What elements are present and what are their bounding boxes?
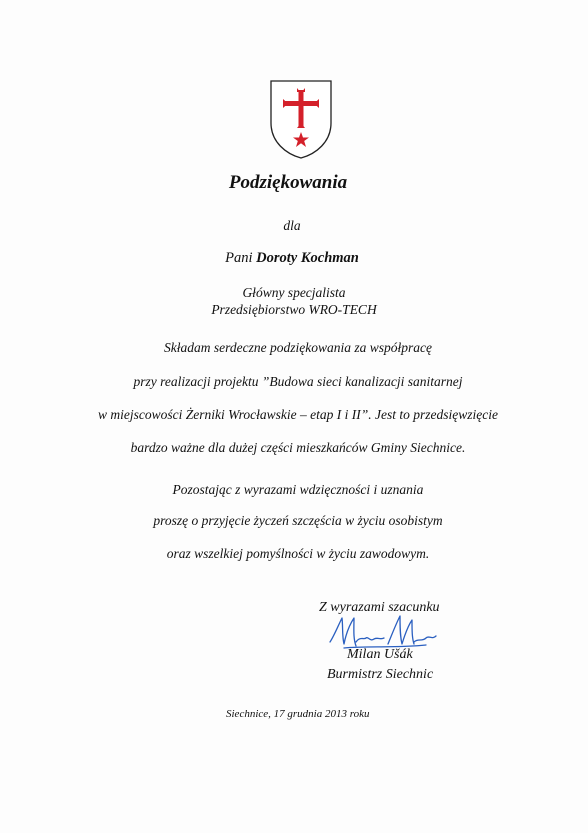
closing-phrase: Z wyrazami szacunku: [319, 600, 440, 615]
body-line-3: w miejscowości Żerniki Wrocławskie – etap I i II”. Jest to przedsięwzięcie: [98, 407, 498, 422]
recipient-company: Przedsiębiorstwo WRO-TECH: [211, 302, 377, 317]
document-title: Podziękowania: [228, 172, 348, 193]
signer-name: Milan Ušák: [347, 647, 413, 662]
recipient-prefix: Pani: [225, 250, 253, 266]
signer-title: Burmistrz Siechnic: [327, 667, 434, 682]
coat-of-arms-icon: [268, 78, 334, 160]
body-line-7: oraz wszelkiej pomyślności w życiu zawodowym.: [166, 546, 430, 561]
place-and-date: Siechnice, 17 grudnia 2013 roku: [226, 708, 370, 720]
body-line-4: bardzo ważne dla dużej części mieszkańców Gminy Siechnice.: [130, 440, 466, 455]
recipient-position: Główny specjalista: [242, 285, 346, 300]
body-line-5: Pozostając z wyrazami wdzięczności i uznania: [172, 482, 424, 497]
recipient-name: Doroty Kochman: [256, 250, 359, 266]
recipient: [0, 250, 586, 267]
for-word: dla: [283, 218, 301, 233]
body-line-1: Składam serdeczne podziękowania za współpracę: [164, 340, 432, 355]
body-line-6: proszę o przyjęcie życzeń szczęścia w życiu osobistym: [153, 513, 443, 528]
body-line-2: przy realizacji projektu ”Budowa sieci kanalizacji sanitarnej: [133, 374, 463, 389]
